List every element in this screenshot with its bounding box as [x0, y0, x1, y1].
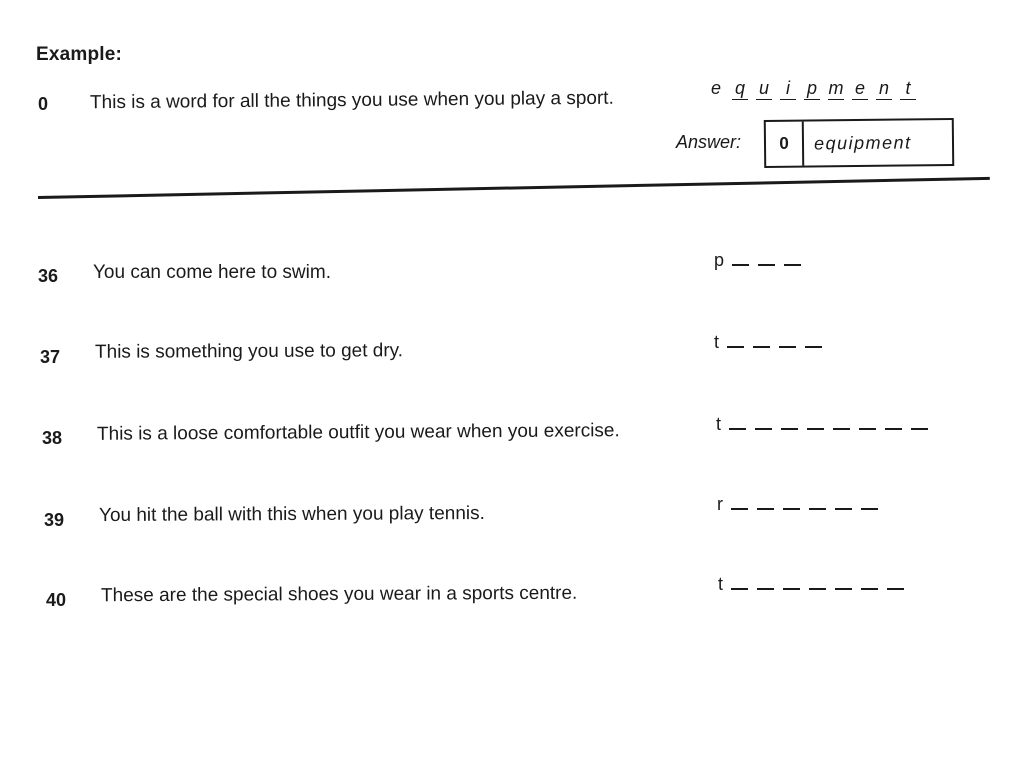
letter-blank[interactable]	[732, 254, 749, 266]
hint-filled-letter: q	[732, 78, 748, 100]
question-row	[0, 341, 1024, 371]
answer-box-number: 0	[766, 122, 804, 166]
letter-blank[interactable]	[835, 498, 852, 510]
example-question: This is a word for all the things you use when you play a sport.	[89, 87, 614, 114]
question-number: 40	[46, 590, 67, 610]
answer-hint	[717, 494, 887, 515]
letter-blank[interactable]	[809, 498, 826, 510]
answer-hint	[716, 414, 937, 435]
answer-hint	[714, 250, 810, 271]
letter-blank[interactable]	[757, 498, 774, 510]
letter-blank[interactable]	[779, 336, 796, 348]
answer-hint	[718, 574, 913, 595]
letter-blank[interactable]	[731, 578, 748, 590]
answer-box	[764, 118, 954, 168]
letter-blank[interactable]	[809, 578, 826, 590]
hint-filled-letter: m	[828, 78, 844, 98]
letter-blank[interactable]	[731, 498, 748, 510]
question-number: 36	[38, 266, 59, 286]
question-row	[0, 260, 1024, 290]
hint-first-letter: e	[710, 78, 721, 98]
hint-filled-letter: n	[876, 78, 892, 100]
hint-filled-letter: u	[756, 78, 772, 100]
hint-first-letter: t	[718, 574, 724, 594]
letter-blank[interactable]	[805, 336, 822, 348]
section-divider	[38, 177, 990, 199]
letter-blank[interactable]	[783, 498, 800, 510]
hint-filled-letter: e	[852, 78, 868, 100]
hint-first-letter: t	[716, 414, 722, 434]
question-text: You hit the ball with this when you play tennis.	[98, 502, 485, 527]
letter-blank[interactable]	[887, 578, 904, 590]
answer-hint	[714, 332, 831, 353]
example-number: 0	[38, 94, 49, 114]
letter-blank[interactable]	[833, 418, 850, 430]
question-number: 39	[44, 510, 65, 530]
answer-box-word: equipment	[813, 131, 912, 153]
example-heading: Example:	[36, 44, 123, 65]
letter-blank[interactable]	[835, 578, 852, 590]
question-number: 37	[40, 347, 61, 367]
letter-blank[interactable]	[784, 254, 801, 266]
letter-blank[interactable]	[729, 418, 746, 430]
question-text: You can come here to swim.	[93, 262, 331, 283]
hint-first-letter: t	[714, 332, 720, 352]
letter-blank[interactable]	[861, 498, 878, 510]
letter-blank[interactable]	[807, 418, 824, 430]
hint-filled-letter: p	[804, 78, 820, 100]
example-hint-word	[708, 78, 924, 100]
hint-first-letter: p	[714, 250, 725, 270]
letter-blank[interactable]	[758, 254, 775, 266]
answer-label: Answer:	[676, 132, 742, 152]
letter-blank[interactable]	[757, 578, 774, 590]
hint-first-letter: r	[717, 494, 723, 514]
letter-blank[interactable]	[911, 418, 928, 430]
letter-blank[interactable]	[861, 578, 878, 590]
letter-blank[interactable]	[755, 418, 772, 430]
letter-blank[interactable]	[727, 336, 744, 348]
hint-filled-letter: i	[780, 78, 796, 100]
letter-blank[interactable]	[781, 418, 798, 430]
question-number: 38	[42, 428, 63, 448]
question-text: These are the special shoes you wear in a sports centre.	[100, 582, 578, 607]
question-text: This is a loose comfortable outfit you wear when you exercise.	[96, 420, 620, 445]
letter-blank[interactable]	[753, 336, 770, 348]
letter-blank[interactable]	[859, 418, 876, 430]
question-text: This is something you use to get dry.	[94, 340, 404, 363]
letter-blank[interactable]	[783, 578, 800, 590]
letter-blank[interactable]	[885, 418, 902, 430]
hint-filled-letter: t	[900, 78, 916, 100]
